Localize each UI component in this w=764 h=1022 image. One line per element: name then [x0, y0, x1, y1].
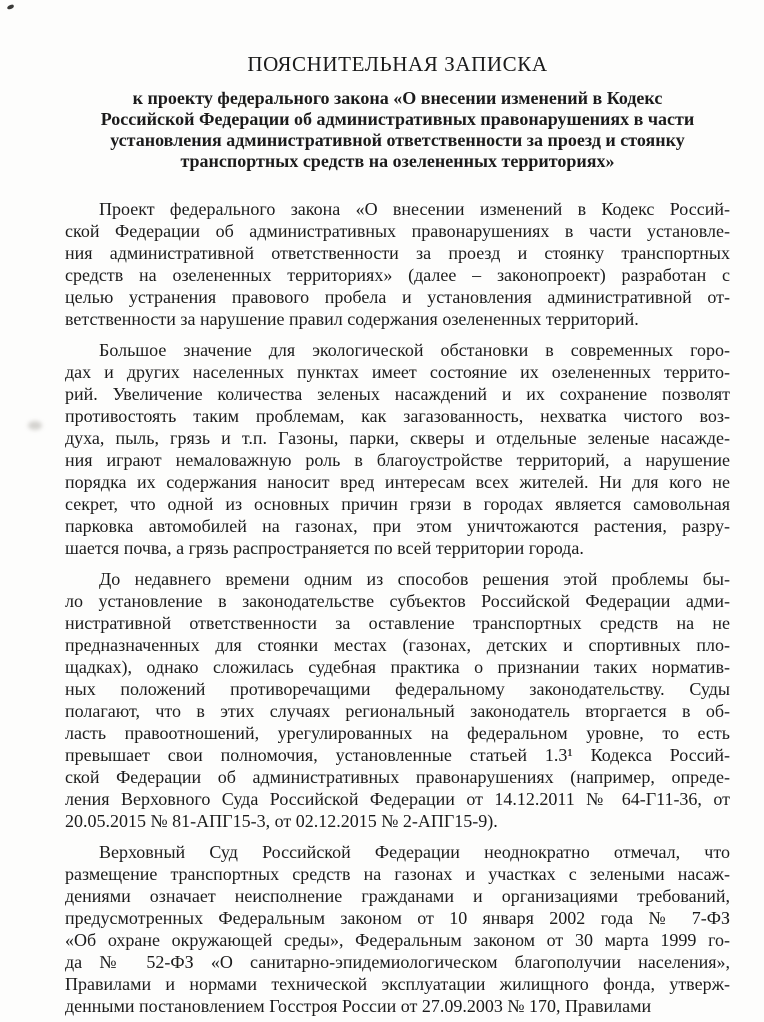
text-line: противостоять таким проблемам, как загазованность, нехватка чистого воз-: [65, 406, 730, 426]
text-line: ния административной ответственности за проезд и стоянку транспортных: [65, 243, 730, 263]
text-line: размещение транспортных средств на газонах и участках с зелеными насаж-: [65, 864, 730, 884]
text-line: денными постановлением Госстроя России от 27.09.2003 № 170, Правилами: [65, 996, 652, 1016]
text-line: нистративной ответственности за оставление транспортных средств на не: [65, 613, 730, 633]
text-line: «Об охране окружающей среды», Федеральным законом от 30 марта 1999 го-: [65, 930, 730, 950]
text-line: ния играют немаловажную роль в благоустройстве территорий, а нарушение: [65, 450, 730, 470]
paragraph: [65, 568, 730, 832]
document-subtitle: [65, 88, 730, 172]
text-line: ской Федерации об административных правонарушениях (например, опреде-: [65, 767, 730, 787]
text-line: превышает свои полномочия, установленные статьей 1.3¹ Кодекса Россий-: [65, 745, 730, 765]
text-line: Правилами и нормами технической эксплуатации жилищного фонда, утверж-: [65, 974, 730, 994]
document-content: [65, 52, 730, 1017]
text-line: рий. Увеличение количества зеленых насаждений и их сохранение позволят: [65, 384, 730, 404]
text-line: Большое значение для экологической обстановки в современных горо-: [99, 340, 730, 360]
subtitle-line: Российской Федерации об административных правонарушениях в части: [100, 109, 695, 129]
subtitle-line: к проекту федерального закона «О внесении изменений в Кодекс: [132, 88, 663, 108]
text-line: ласть правоотношений, урегулированных на федеральном уровне, то есть: [65, 723, 730, 743]
text-line: предусмотренных Федеральным законом от 10 января 2002 года № 7-ФЗ: [65, 908, 730, 928]
text-line: парковка автомобилей на газонах, при этом уничтожаются растения, разру-: [65, 516, 730, 536]
text-line: предназначенных для стоянки местах (газонах, детских и спортивных пло-: [65, 635, 730, 655]
text-line: Проект федерального закона «О внесении изменений в Кодекс Россий-: [99, 199, 730, 219]
text-line: щадках), однако сложилась судебная практика о признании таких норматив-: [65, 657, 730, 677]
text-line: ных положений противоречащими федеральному законодательству. Суды: [65, 679, 730, 699]
paragraph: [65, 198, 730, 330]
text-line: ло установление в законодательстве субъектов Российской Федерации адми-: [65, 591, 730, 611]
text-line: ветственности за нарушение правил содержания озелененных территорий.: [65, 309, 639, 329]
text-line: порядка их содержания наносит вред интересам всех жителей. Ни для кого не: [65, 472, 730, 492]
text-line: целью устранения правового пробела и установления административной от-: [65, 287, 730, 307]
text-line: да № 52-ФЗ «О санитарно-эпидемиологическом благополучии населения»,: [65, 952, 730, 972]
text-line: духа, пыль, грязь и т.п. Газоны, парки, скверы и отдельные зеленые насажде-: [65, 428, 730, 448]
subtitle-line: установления административной ответственности за проезд и стоянку: [110, 130, 685, 150]
scan-smudge: [28, 421, 42, 430]
paragraph: [65, 339, 730, 559]
text-line: дах и других населенных пунктах имеет состояние их озелененных террито-: [65, 362, 730, 382]
text-line: секрет, что одной из основных причин грязи в городах является самовольная: [65, 494, 730, 514]
text-line: полагают, что в этих случаях региональный законодатель вторгается в об-: [65, 701, 730, 721]
paragraph: [65, 841, 730, 1017]
text-line: 20.05.2015 № 81-АПГ15-3, от 02.12.2015 № 2-АПГ15-9).: [65, 811, 498, 831]
text-line: дениями означает неисполнение гражданами и организациями требований,: [65, 886, 730, 906]
subtitle-line: транспортных средств на озелененных территориях»: [180, 151, 615, 171]
text-line: средств на озелененных территориях» (далее – законопроект) разработан с: [65, 265, 730, 285]
text-line: Верховный Суд Российской Федерации неоднократно отмечал, что: [99, 842, 730, 862]
document-body: [65, 198, 730, 1017]
scan-speck: [7, 4, 15, 10]
text-line: шается почва, а грязь распространяется по всей территории города.: [65, 538, 584, 558]
text-line: До недавнего времени одним из способов решения этой проблемы бы-: [99, 569, 730, 589]
text-line: ления Верховного Суда Российской Федерации от 14.12.2011 № 64-Г11-36, от: [65, 789, 730, 809]
text-line: ской Федерации об административных правонарушениях в части установле-: [65, 221, 730, 241]
document-title: ПОЯСНИТЕЛЬНАЯ ЗАПИСКА: [247, 52, 548, 76]
